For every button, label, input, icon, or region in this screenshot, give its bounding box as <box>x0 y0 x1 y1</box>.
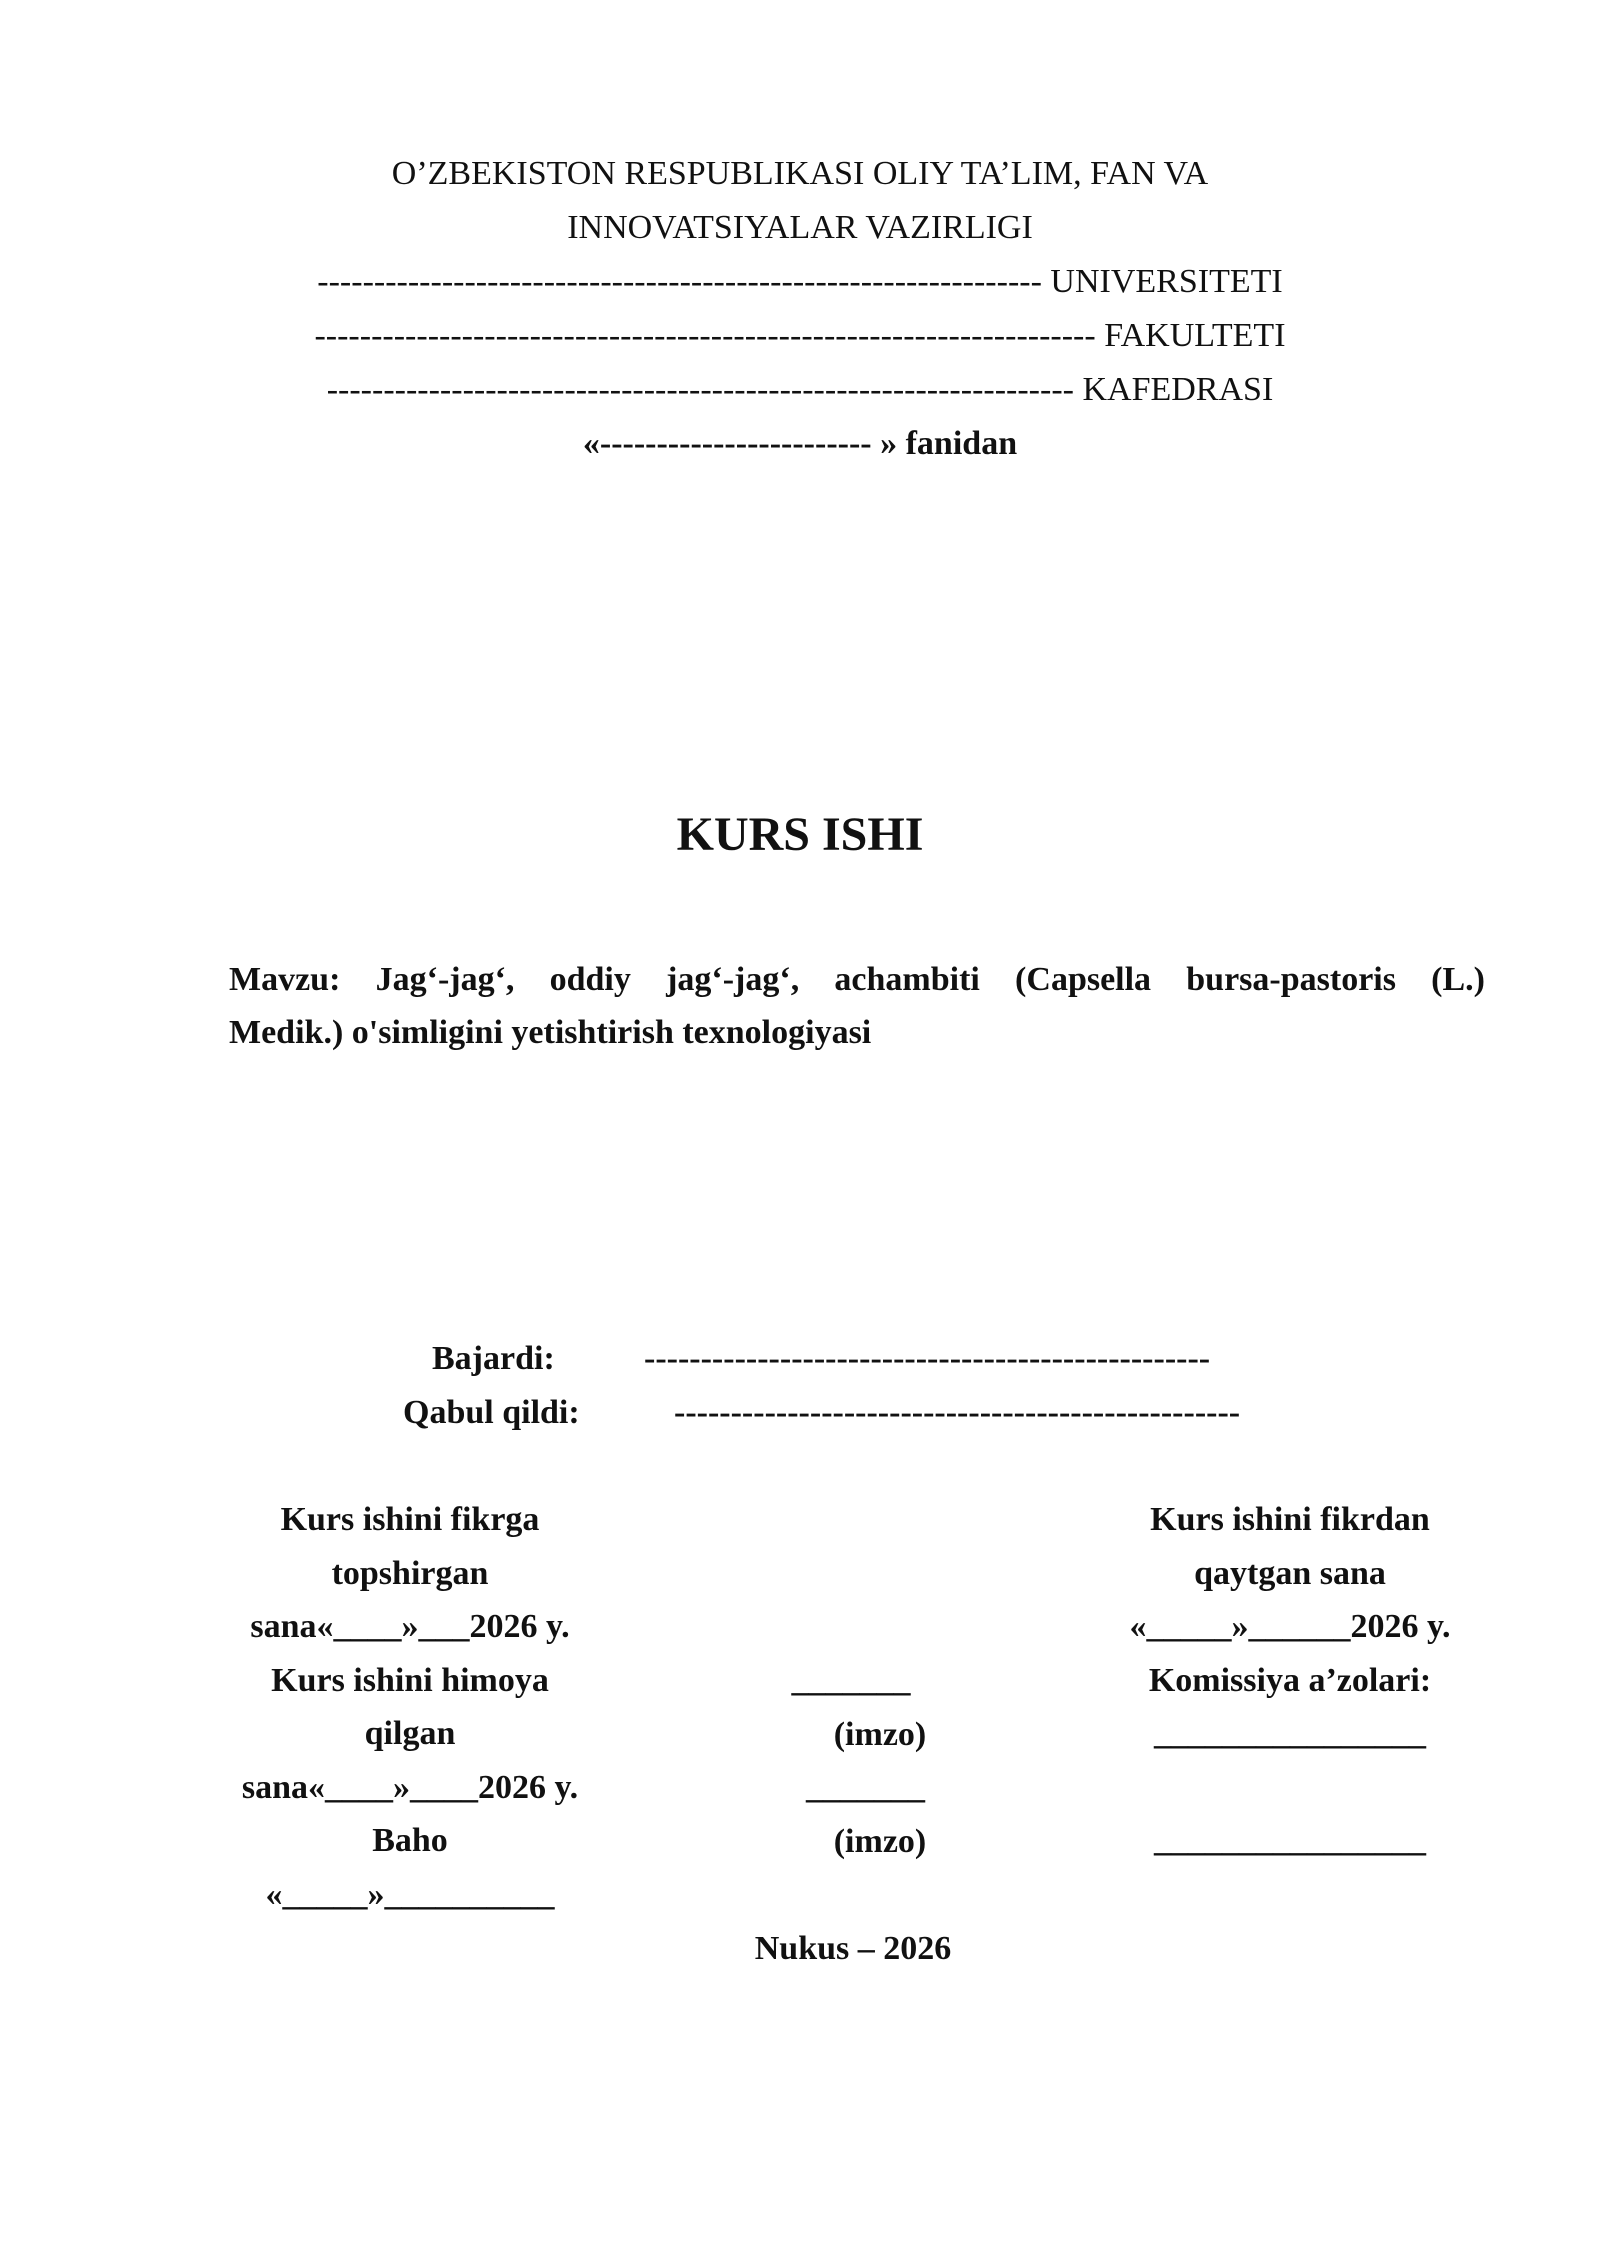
university-line: ---------------------------------------------------------------- UNIVERSITETI <box>317 263 1283 300</box>
left-column <box>190 1493 630 1921</box>
topic-block <box>229 953 1485 1059</box>
accepted-line: -------------------------------------------------- <box>674 1394 1241 1431</box>
left-line: «_____»__________ <box>265 1875 555 1913</box>
accepted-label: Qabul qildi: <box>403 1394 580 1431</box>
left-line: Kurs ishini himoya <box>271 1661 549 1699</box>
left-line: topshirgan <box>331 1554 489 1592</box>
right-line: Kurs ishini fikrdan <box>1150 1501 1430 1538</box>
right-line: ________________ <box>1154 1715 1426 1752</box>
right-line: ________________ <box>1154 1822 1426 1859</box>
left-line: sana«____»___2026 y. <box>250 1608 570 1645</box>
left-line: sana«____»____2026 y. <box>241 1768 579 1806</box>
left-line: Baho <box>372 1822 448 1859</box>
signature-caption: (imzo) <box>833 1715 927 1753</box>
left-line: qilgan <box>364 1715 456 1752</box>
document-title: KURS ISHI <box>676 808 924 861</box>
ministry-line-2: INNOVATSIYALAR VAZIRLIGI <box>567 209 1033 246</box>
department-line: ------------------------------------------------------------------ KAFEDRASI <box>326 371 1274 408</box>
signature-caption: (imzo) <box>833 1822 927 1860</box>
left-line: Kurs ishini fikrga <box>280 1501 540 1538</box>
performed-label: Bajardi: <box>432 1340 555 1377</box>
signature-line: _______ <box>791 1662 911 1699</box>
signature-line: _______ <box>806 1769 925 1806</box>
topic-line-2: Medik.) o'simligini yetishtirish texnologiyasi <box>229 1014 872 1051</box>
right-line: qaytgan sana <box>1194 1554 1386 1592</box>
subject-line: «------------------------ » fanidan <box>582 425 1018 462</box>
topic-line-1: Mavzu: Jag‘-jag‘, oddiy jag‘-jag‘, achambiti (Capsella bursa-pastoris (L.) <box>229 961 1485 998</box>
ministry-line-1: O’ZBEKISTON RESPUBLIKASI OLIY TA’LIM, FAN VA <box>391 155 1209 192</box>
right-line: Komissiya a’zolari: <box>1148 1661 1432 1699</box>
footer-city-year: Nukus – 2026 <box>754 1930 952 1967</box>
right-line: «_____»______2026 y. <box>1129 1608 1451 1645</box>
performed-line: -------------------------------------------------- <box>644 1340 1211 1377</box>
middle-column <box>780 1654 980 1868</box>
right-column <box>1080 1493 1500 1868</box>
right-spacer <box>1080 1761 1500 1815</box>
faculty-line: --------------------------------------------------------------------- FAKULTETI <box>314 317 1286 354</box>
